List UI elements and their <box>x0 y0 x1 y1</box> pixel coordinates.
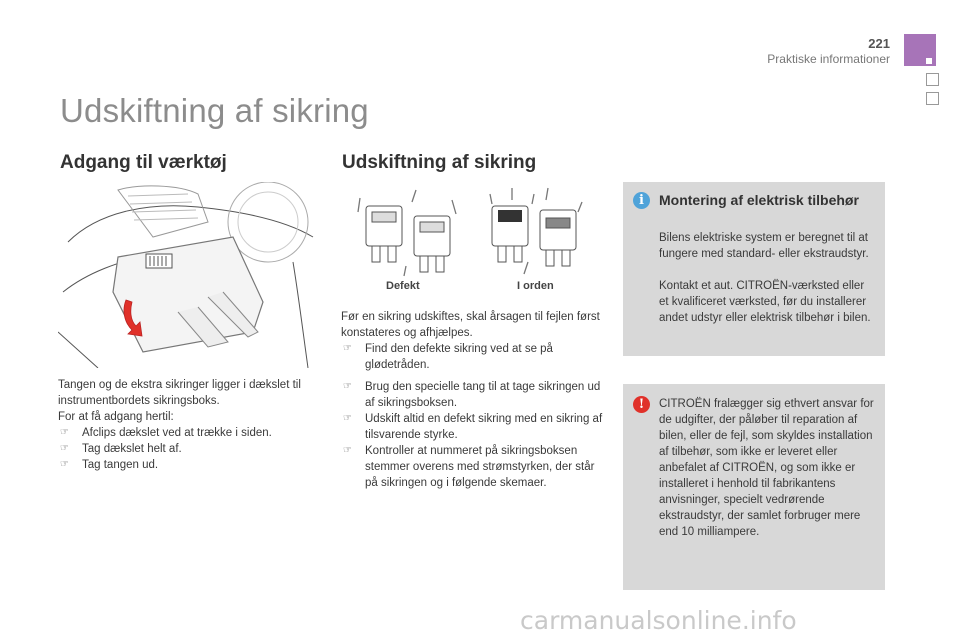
warning-box-text: CITROËN fralægger sig ethvert ansvar for de udgifter, der påløber til reparation af bilen, eller de fejl, som skyldes installation af tilbehør, som ikke er leveret eller anbefalet af CITROËN, og som ikke er installeret i henhold til fabrikantens anvisninger, specielt vedrørende ekstraudstyr, der samlet forbruger mere end 10 milliampere. <box>659 398 874 538</box>
bullet-icon: ☞ <box>60 443 69 454</box>
tool-access-paragraph: Tangen og de ekstra sikringer ligger i dækslet til instrumentbordets sikringsboks. <box>58 379 301 407</box>
bullet-icon: ☞ <box>343 413 352 424</box>
list-item: ☞ Brug den specielle tang til at tage sikringen ud af sikringsboksen. <box>343 381 601 409</box>
chapter-tab-marker <box>926 58 932 64</box>
info-box <box>623 182 885 356</box>
list-item: ☞ Kontroller at nummeret på sikringsboksen stemmer overens med strømstyrken, der står på sikringen og i følgende skemaer. <box>343 445 595 489</box>
page-title: Udskiftning af sikring <box>60 92 369 129</box>
info-icon: i <box>633 192 650 209</box>
section-label: Praktiske informationer <box>767 52 890 66</box>
bullet-icon: ☞ <box>60 459 69 470</box>
dashboard-illustration <box>58 182 320 368</box>
bullet-icon: ☞ <box>343 381 352 392</box>
tool-access-heading: Adgang til værktøj <box>60 152 227 173</box>
chapter-tab-outline <box>926 92 939 105</box>
list-item: ☞ Tag tangen ud. <box>60 459 159 471</box>
fuse-replacement-steps <box>341 341 603 491</box>
fuse-replacement-intro: Før en sikring udskiftes, skal årsagen til fejlen først konstateres og afhjælpes. <box>341 311 600 339</box>
ok-fuse-label: I orden <box>517 280 554 292</box>
warning-icon: ! <box>633 396 650 413</box>
chapter-tab-outline <box>926 73 939 86</box>
defect-fuse-group <box>358 190 456 276</box>
tool-access-intro: For at få adgang hertil: <box>58 411 174 423</box>
list-item: ☞ Tag dækslet helt af. <box>60 443 182 455</box>
watermark: carmanualsonline.info <box>520 606 797 635</box>
defect-fuse-label: Defekt <box>386 280 420 292</box>
warning-box <box>623 384 885 590</box>
tool-access-steps <box>58 425 308 473</box>
list-item: ☞ Afclips dækslet ved at trække i siden. <box>60 427 272 439</box>
list-item: ☞ Udskift altid en defekt sikring med en sikring af tilsvarende styrke. <box>343 413 603 441</box>
bullet-icon: ☞ <box>343 445 352 456</box>
ok-fuse-group <box>490 188 582 274</box>
info-box-title: Montering af elektrisk tilbehør <box>659 192 859 208</box>
page-number: 221 <box>868 36 890 51</box>
fuse-illustration <box>352 186 592 278</box>
info-box-text: Bilens elektriske system er beregnet til at fungere med standard- eller ekstraudstyr. <box>659 232 869 260</box>
bullet-icon: ☞ <box>60 427 69 438</box>
fuse-replacement-heading: Udskiftning af sikring <box>342 152 537 173</box>
info-box-text-2: Kontakt et aut. CITROËN-værksted eller et kvalificeret værksted, før du installerer andet udstyr eller elektrisk tilbehør i bilen. <box>659 280 871 324</box>
list-item: ☞ Find den defekte sikring ved at se på glødetråden. <box>343 343 553 371</box>
bullet-icon: ☞ <box>343 343 352 354</box>
